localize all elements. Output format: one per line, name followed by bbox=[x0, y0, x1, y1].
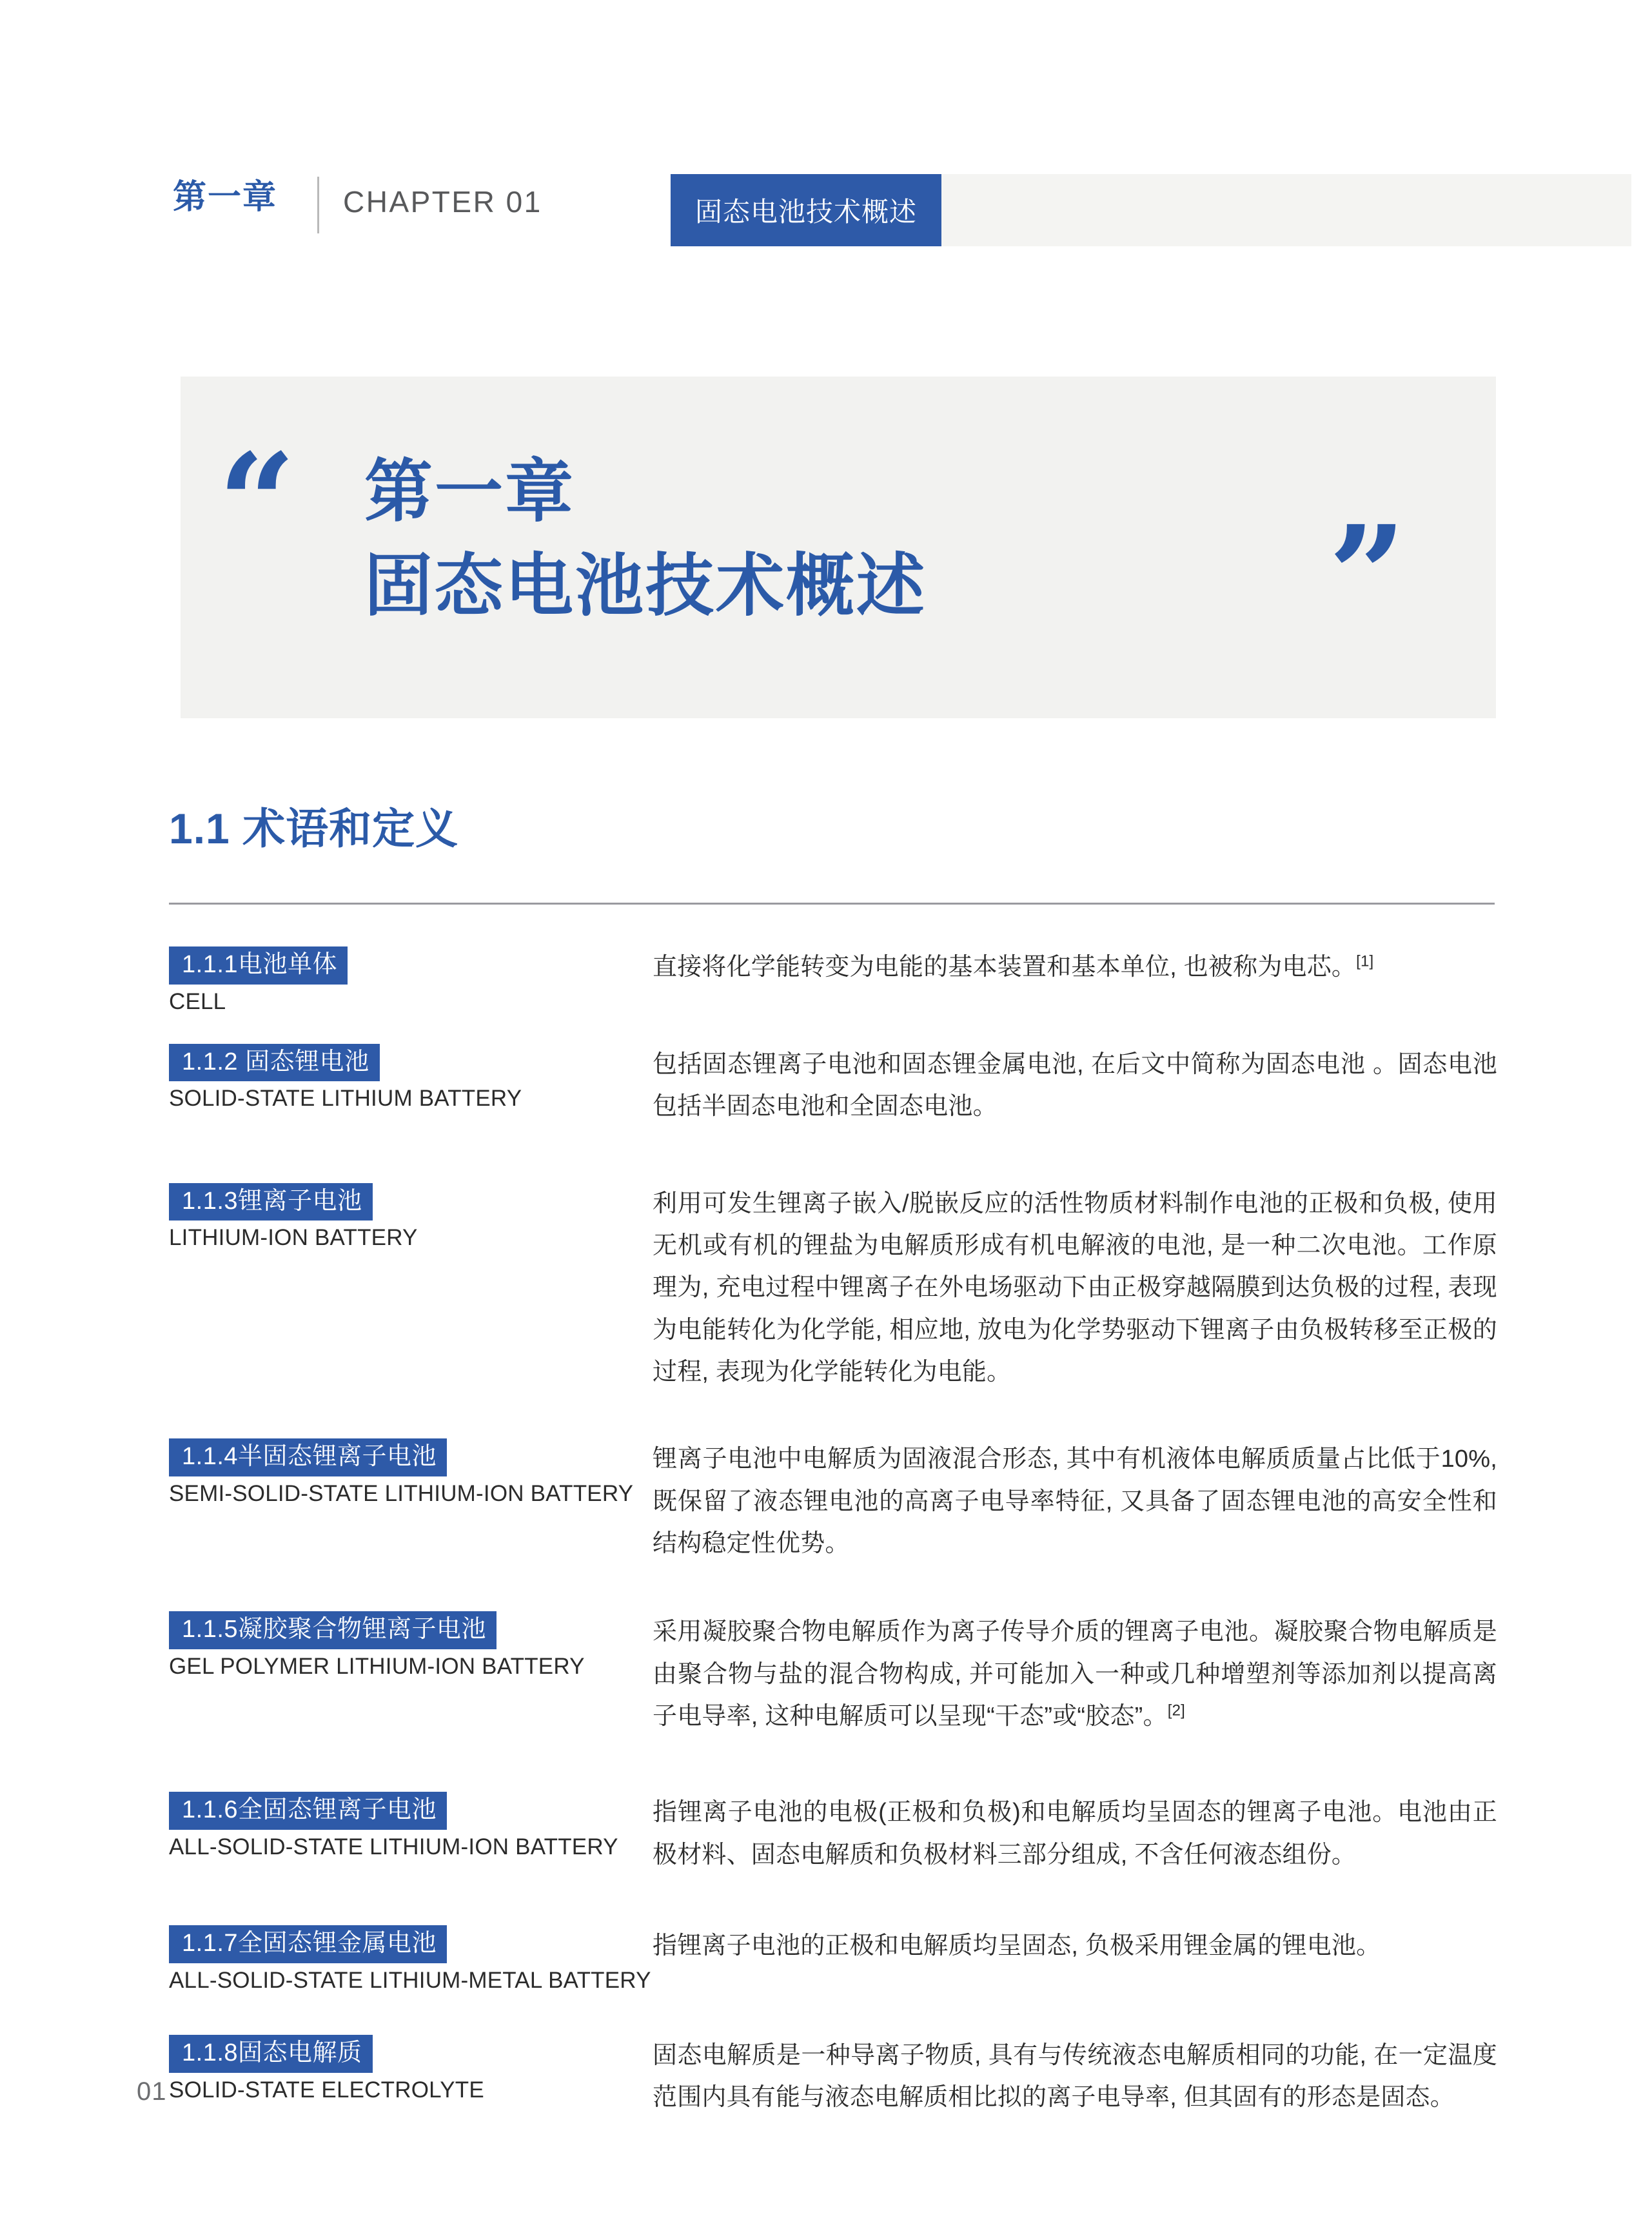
chapter-title bbox=[364, 445, 927, 634]
term-definition bbox=[614, 1792, 1497, 1876]
term-badge: 1.1.7全固态锂金属电池 bbox=[169, 1925, 447, 1963]
term-label-column bbox=[169, 1438, 634, 1507]
header-chapter-title-badge: 固态电池技术概述 bbox=[671, 174, 941, 246]
term-definition-text: 利用可发生锂离子嵌入/脱嵌反应的活性物质材料制作电池的正极和负极, 使用无机或有机的锂盐为电解质形成有机电解液的电池, 是一种二次电池。工作原理为, 充电过程中锂离子在外电场驱动下由正极穿越隔膜到达负极的过程, 表现为电能转化为化学能, 相应地, 放电为化学势驱动下锂离子由负极转移至正极的过程, 表现为化学能转化为电能。 bbox=[653, 1190, 1497, 1386]
term-english-label: SOLID-STATE ELECTROLYTE bbox=[169, 2077, 484, 2103]
quote-close-icon: ” bbox=[1328, 496, 1402, 655]
term-label-column bbox=[169, 1925, 651, 1994]
term-label-column bbox=[169, 946, 614, 1015]
term-english-label: ALL-SOLID-STATE LITHIUM-ION BATTERY bbox=[169, 1834, 618, 1860]
term-definition bbox=[614, 1611, 1497, 1738]
quote-open-icon: “ bbox=[218, 424, 292, 583]
term-label-column bbox=[169, 2035, 614, 2103]
term-entry bbox=[169, 1044, 1497, 1128]
term-entry bbox=[169, 1925, 1497, 1994]
term-definition-text: 采用凝胶聚合物电解质作为离子传导介质的锂离子电池。凝胶聚合物电解质是由聚合物与盐的混合物构成, 并可能加入一种或几种增塑剂等添加剂以提高离子电导率, 这种电解质可以呈现“干态”或“胶态”。 bbox=[653, 1618, 1497, 1731]
term-definition-text: 直接将化学能转变为电能的基本装置和基本单位, 也被称为电芯。 bbox=[653, 954, 1357, 981]
term-badge: 1.1.6全固态锂离子电池 bbox=[169, 1792, 447, 1830]
terms-list bbox=[169, 946, 1497, 2119]
term-footnote-marker: [1] bbox=[1356, 952, 1374, 970]
term-label-column bbox=[169, 1044, 614, 1112]
term-definition-text: 固态电解质是一种导离子物质, 具有与传统液态电解质相同的功能, 在一定温度范围内具有能与液态电解质相比拟的离子电导率, 但其固有的形态是固态。 bbox=[653, 2041, 1497, 2112]
term-entry bbox=[169, 946, 1497, 1015]
term-badge: 1.1.3锂离子电池 bbox=[169, 1183, 373, 1221]
term-english-label: ALL-SOLID-STATE LITHIUM-METAL BATTERY bbox=[169, 1967, 651, 1993]
term-definition bbox=[614, 946, 1497, 988]
term-label-column bbox=[169, 1183, 614, 1251]
term-entry bbox=[169, 1183, 1497, 1394]
section-heading: 1.1 术语和定义 bbox=[169, 805, 459, 852]
page-number: 01 bbox=[137, 2077, 167, 2106]
header-divider bbox=[317, 177, 319, 233]
chapter-title-line-2: 固态电池技术概述 bbox=[364, 548, 927, 625]
term-english-label: GEL POLYMER LITHIUM-ION BATTERY bbox=[169, 1653, 585, 1679]
term-definition-text: 锂离子电池中电解质为固液混合形态, 其中有机液体电解质质量占比低于10%, 既保留了液态锂电池的高离子电导率特征, 又具备了固态锂电池的高安全性和结构稳定性优势。 bbox=[653, 1446, 1497, 1558]
term-definition-text: 指锂离子电池的正极和电解质均呈固态, 负极采用锂金属的锂电池。 bbox=[653, 1932, 1381, 1960]
term-english-label: SOLID-STATE LITHIUM BATTERY bbox=[169, 1086, 522, 1112]
term-badge: 1.1.8固态电解质 bbox=[169, 2035, 373, 2073]
term-label-column bbox=[169, 1792, 618, 1860]
term-badge: 1.1.4半固态锂离子电池 bbox=[169, 1438, 447, 1476]
term-english-label: CELL bbox=[169, 988, 226, 1014]
section-divider-rule bbox=[169, 903, 1495, 905]
chapter-label-en: CHAPTER 01 bbox=[343, 185, 542, 219]
term-definition-text: 包括固态锂离子电池和固态锂金属电池, 在后文中简称为固态电池 。固态电池包括半固态电池和全固态电池。 bbox=[653, 1050, 1497, 1121]
term-definition bbox=[614, 1438, 1497, 1565]
term-definition bbox=[614, 1925, 1497, 1967]
chapter-title-line-1: 第一章 bbox=[364, 454, 575, 530]
page-header bbox=[0, 174, 1652, 251]
term-entry bbox=[169, 2035, 1497, 2119]
term-label-column bbox=[169, 1611, 614, 1680]
term-entry bbox=[169, 1438, 1497, 1565]
term-entry bbox=[169, 1611, 1497, 1738]
term-entry bbox=[169, 1792, 1497, 1876]
term-english-label: SEMI-SOLID-STATE LITHIUM-ION BATTERY bbox=[169, 1480, 634, 1506]
term-definition bbox=[614, 2035, 1497, 2119]
term-definition-text: 指锂离子电池的电极(正极和负极)和电解质均呈固态的锂离子电池。电池由正极材料、固态电解质和负极材料三部分组成, 不含任何液态组份。 bbox=[653, 1799, 1497, 1868]
term-english-label: LITHIUM-ION BATTERY bbox=[169, 1225, 418, 1251]
term-definition bbox=[614, 1044, 1497, 1128]
term-footnote-marker: [2] bbox=[1167, 1701, 1186, 1720]
term-badge: 1.1.2 固态锂电池 bbox=[169, 1044, 380, 1082]
term-badge: 1.1.1电池单体 bbox=[169, 946, 348, 985]
chapter-label-cn: 第一章 bbox=[173, 179, 278, 216]
term-definition bbox=[614, 1183, 1497, 1394]
term-badge: 1.1.5凝胶聚合物锂离子电池 bbox=[169, 1611, 497, 1649]
